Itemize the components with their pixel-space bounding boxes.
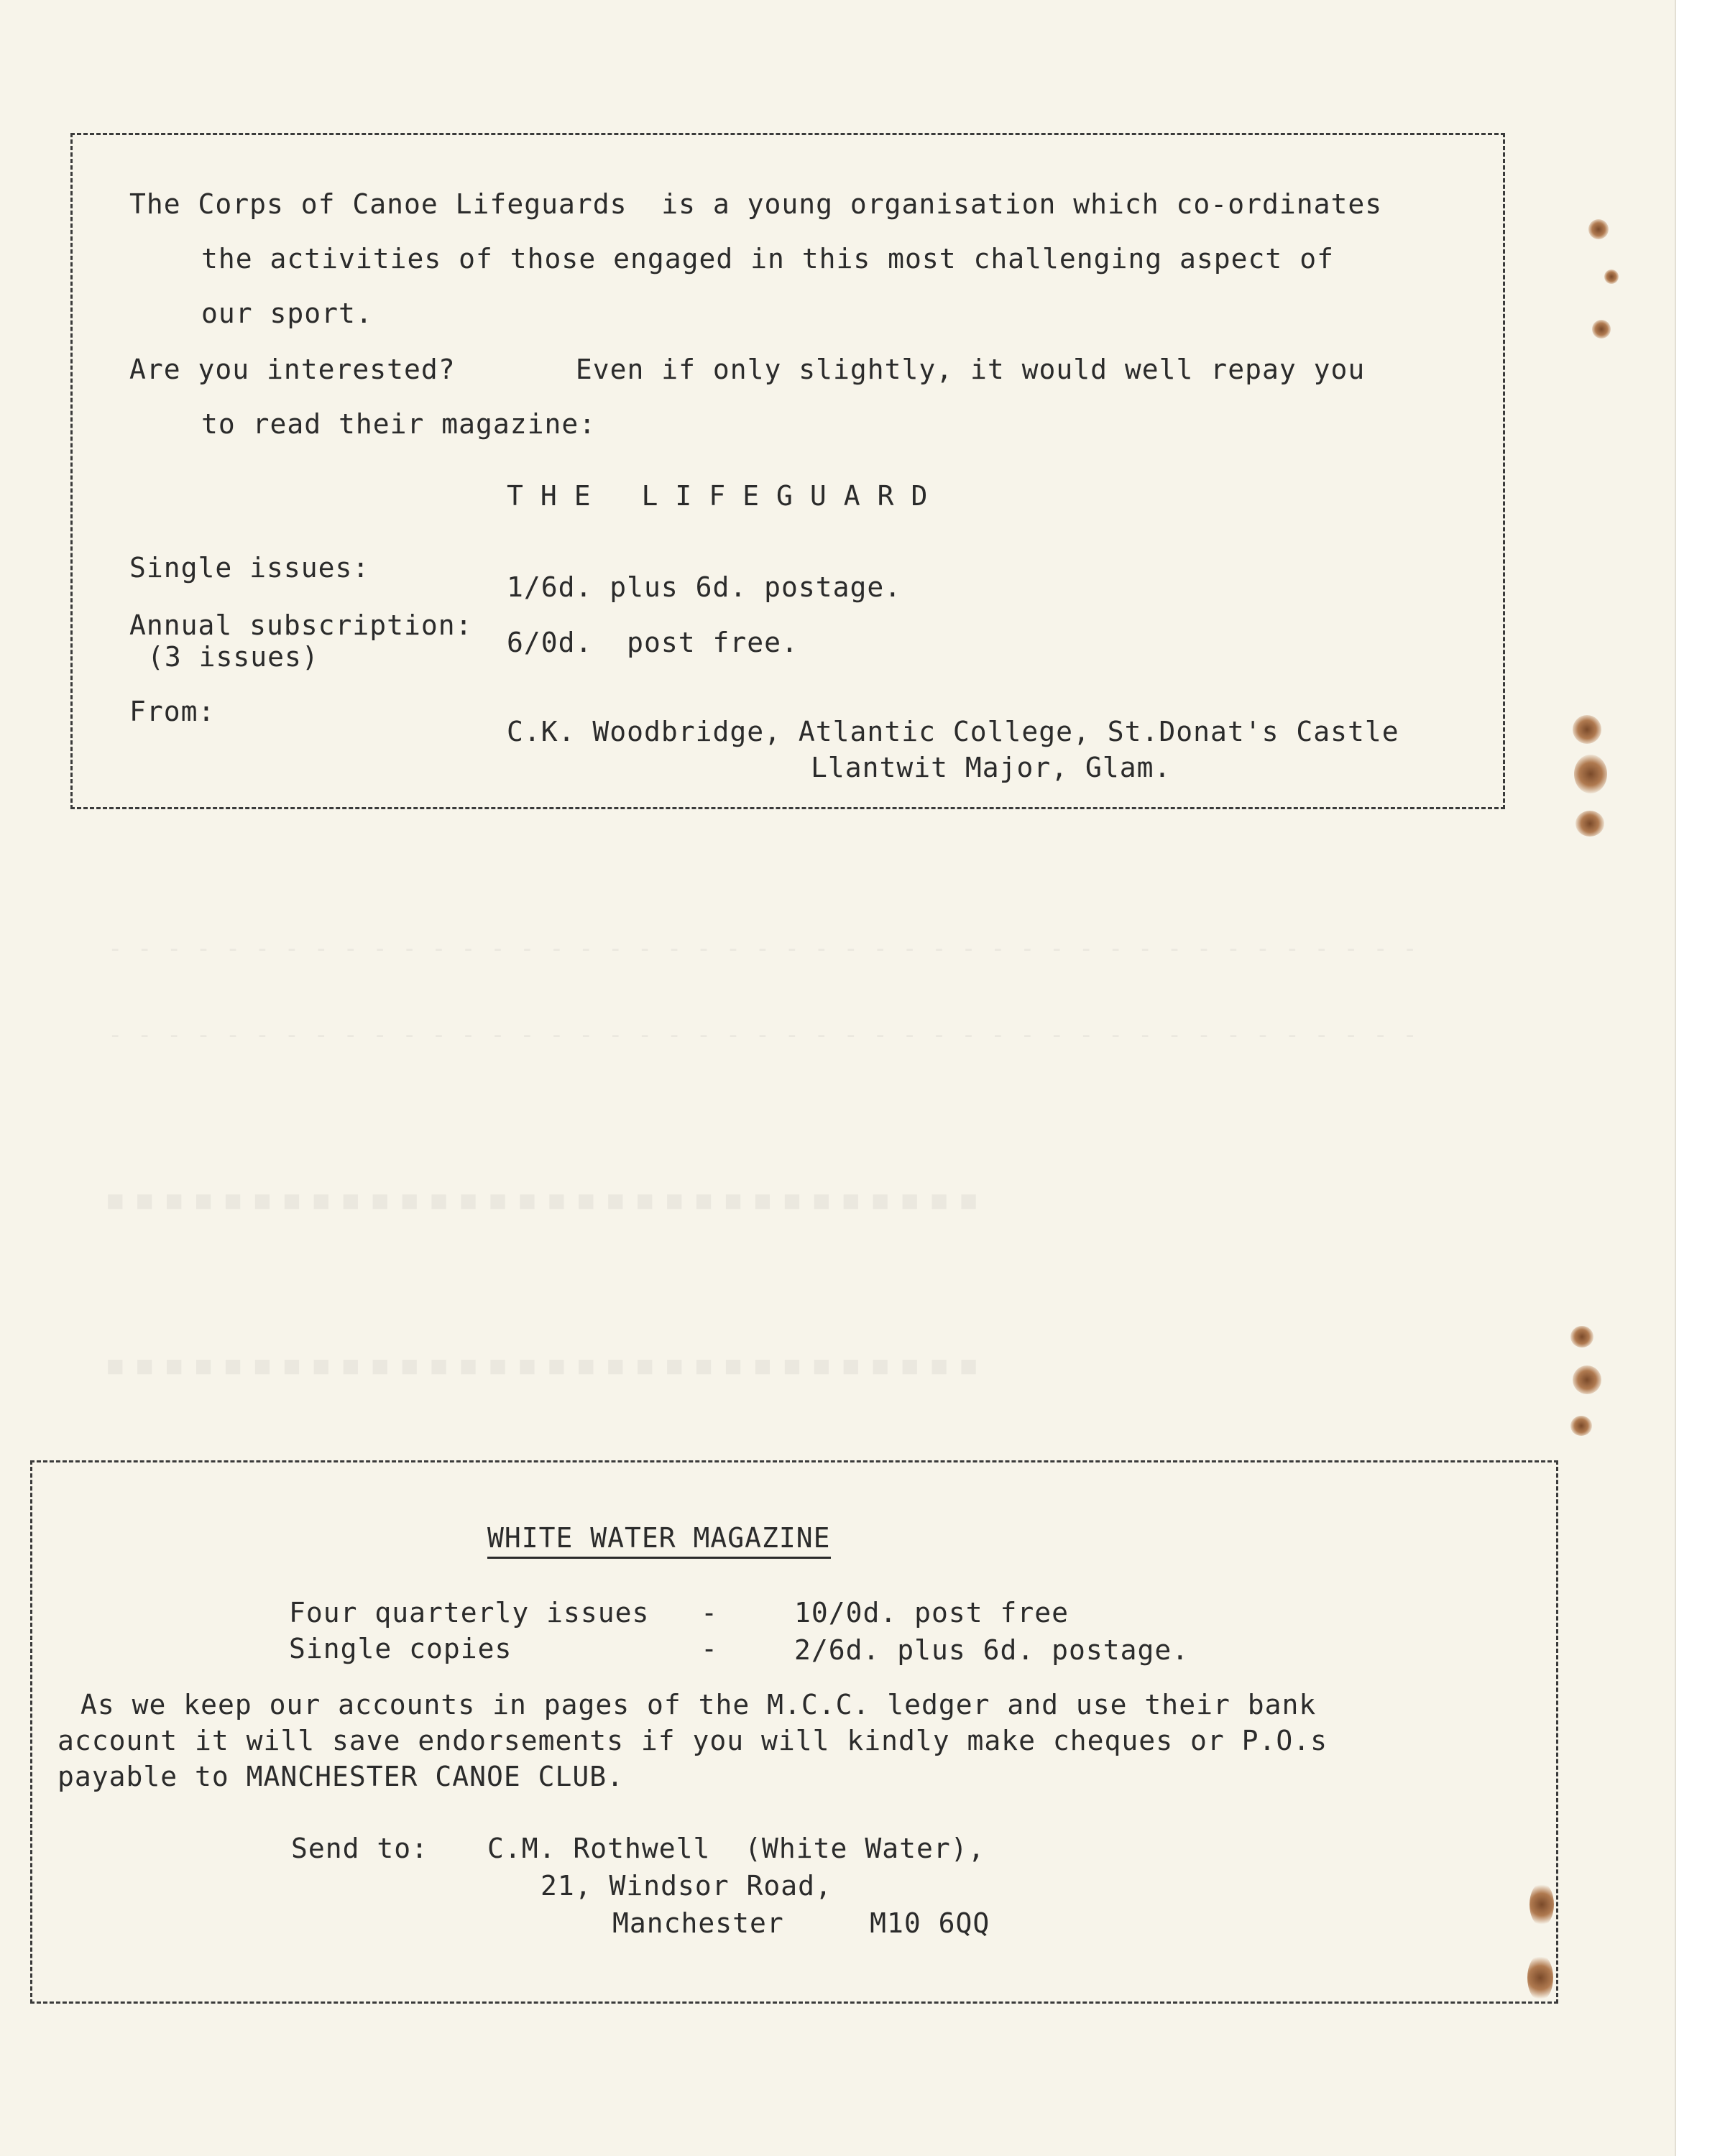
from-label: From:	[129, 696, 216, 727]
payment-note-text: account it will save endorsements if you will kindly make cheques or P.O.s	[58, 1725, 1328, 1756]
rust-stain	[1592, 320, 1611, 338]
lifeguard-intro-text: our sport.	[201, 298, 373, 329]
lifeguard-intro-text: The Corps of Canoe Lifeguards is a young organisation which co-ordinates	[129, 188, 1383, 220]
lifeguard-intro-text: the activities of those engaged in this most challenging aspect of	[201, 243, 1334, 275]
lifeguard-notice-box	[70, 133, 1505, 809]
send-to-address-line: Manchester M10 6QQ	[612, 1907, 990, 1939]
send-to-address-line: 21, Windsor Road,	[540, 1870, 832, 1902]
annual-subscription-value: 6/0d. post free.	[507, 627, 799, 658]
payment-note-text: As we keep our accounts in pages of the M.C.C. ledger and use their bank	[80, 1689, 1317, 1720]
single-issues-value: 1/6d. plus 6d. postage.	[507, 571, 902, 603]
send-to-address-line: C.M. Rothwell (White Water),	[487, 1833, 985, 1864]
send-to-label: Send to:	[291, 1833, 429, 1864]
payment-note-text: payable to MANCHESTER CANOE CLUB.	[58, 1761, 624, 1792]
whitewater-magazine-title: WHITE WATER MAGAZINE	[487, 1522, 831, 1559]
rust-stain	[1588, 219, 1609, 239]
rust-stain	[1570, 1326, 1593, 1348]
rust-stain	[1576, 811, 1604, 837]
quarterly-issues-label: Four quarterly issues -	[289, 1597, 718, 1628]
lifeguard-question-text: Are you interested? Even if only slightly, it would well repay you	[129, 354, 1366, 385]
lifeguard-address-line: C.K. Woodbridge, Atlantic College, St.Donat's Castle	[507, 716, 1399, 747]
single-issues-label: Single issues:	[129, 552, 370, 584]
single-copies-label: Single copies -	[289, 1633, 718, 1664]
lifeguard-question-text: to read their magazine:	[201, 408, 597, 440]
annual-subscription-label: Annual subscription:	[129, 609, 473, 641]
rust-stain	[1574, 755, 1607, 793]
lifeguard-magazine-title: THE LIFEGUARD	[507, 480, 945, 512]
rust-stain	[1573, 715, 1601, 744]
rust-stain	[1573, 1365, 1601, 1394]
bleed-through-decoration: ■ ■ ■ ■ ■ ■ ■ ■ ■ ■ ■ ■ ■ ■ ■ ■ ■ ■ ■ ■ ■ ■ ■ ■ ■ ■ ■ ■ ■ ■	[108, 1186, 976, 1215]
bleed-through-decoration: ■ ■ ■ ■ ■ ■ ■ ■ ■ ■ ■ ■ ■ ■ ■ ■ ■ ■ ■ ■ ■ ■ ■ ■ ■ ■ ■ ■ ■ ■	[108, 1351, 976, 1380]
bleed-through-decoration: - - - - - - - - - - - - - - - - - - - - - - - - - - - - - - - - - - - - - - - - - - - - -	[108, 1021, 1417, 1049]
bleed-through-decoration: - - - - - - - - - - - - - - - - - - - - - - - - - - - - - - - - - - - - - - - - - - - - -	[108, 934, 1417, 963]
quarterly-issues-value: 10/0d. post free	[794, 1597, 1070, 1628]
single-copies-value: 2/6d. plus 6d. postage.	[794, 1634, 1190, 1666]
rust-stain	[1604, 270, 1619, 284]
page-edge	[1675, 0, 1725, 2156]
rust-stain	[1570, 1416, 1592, 1436]
lifeguard-address-line: Llantwit Major, Glam.	[811, 752, 1172, 783]
annual-subscription-issues: (3 issues)	[147, 641, 319, 673]
